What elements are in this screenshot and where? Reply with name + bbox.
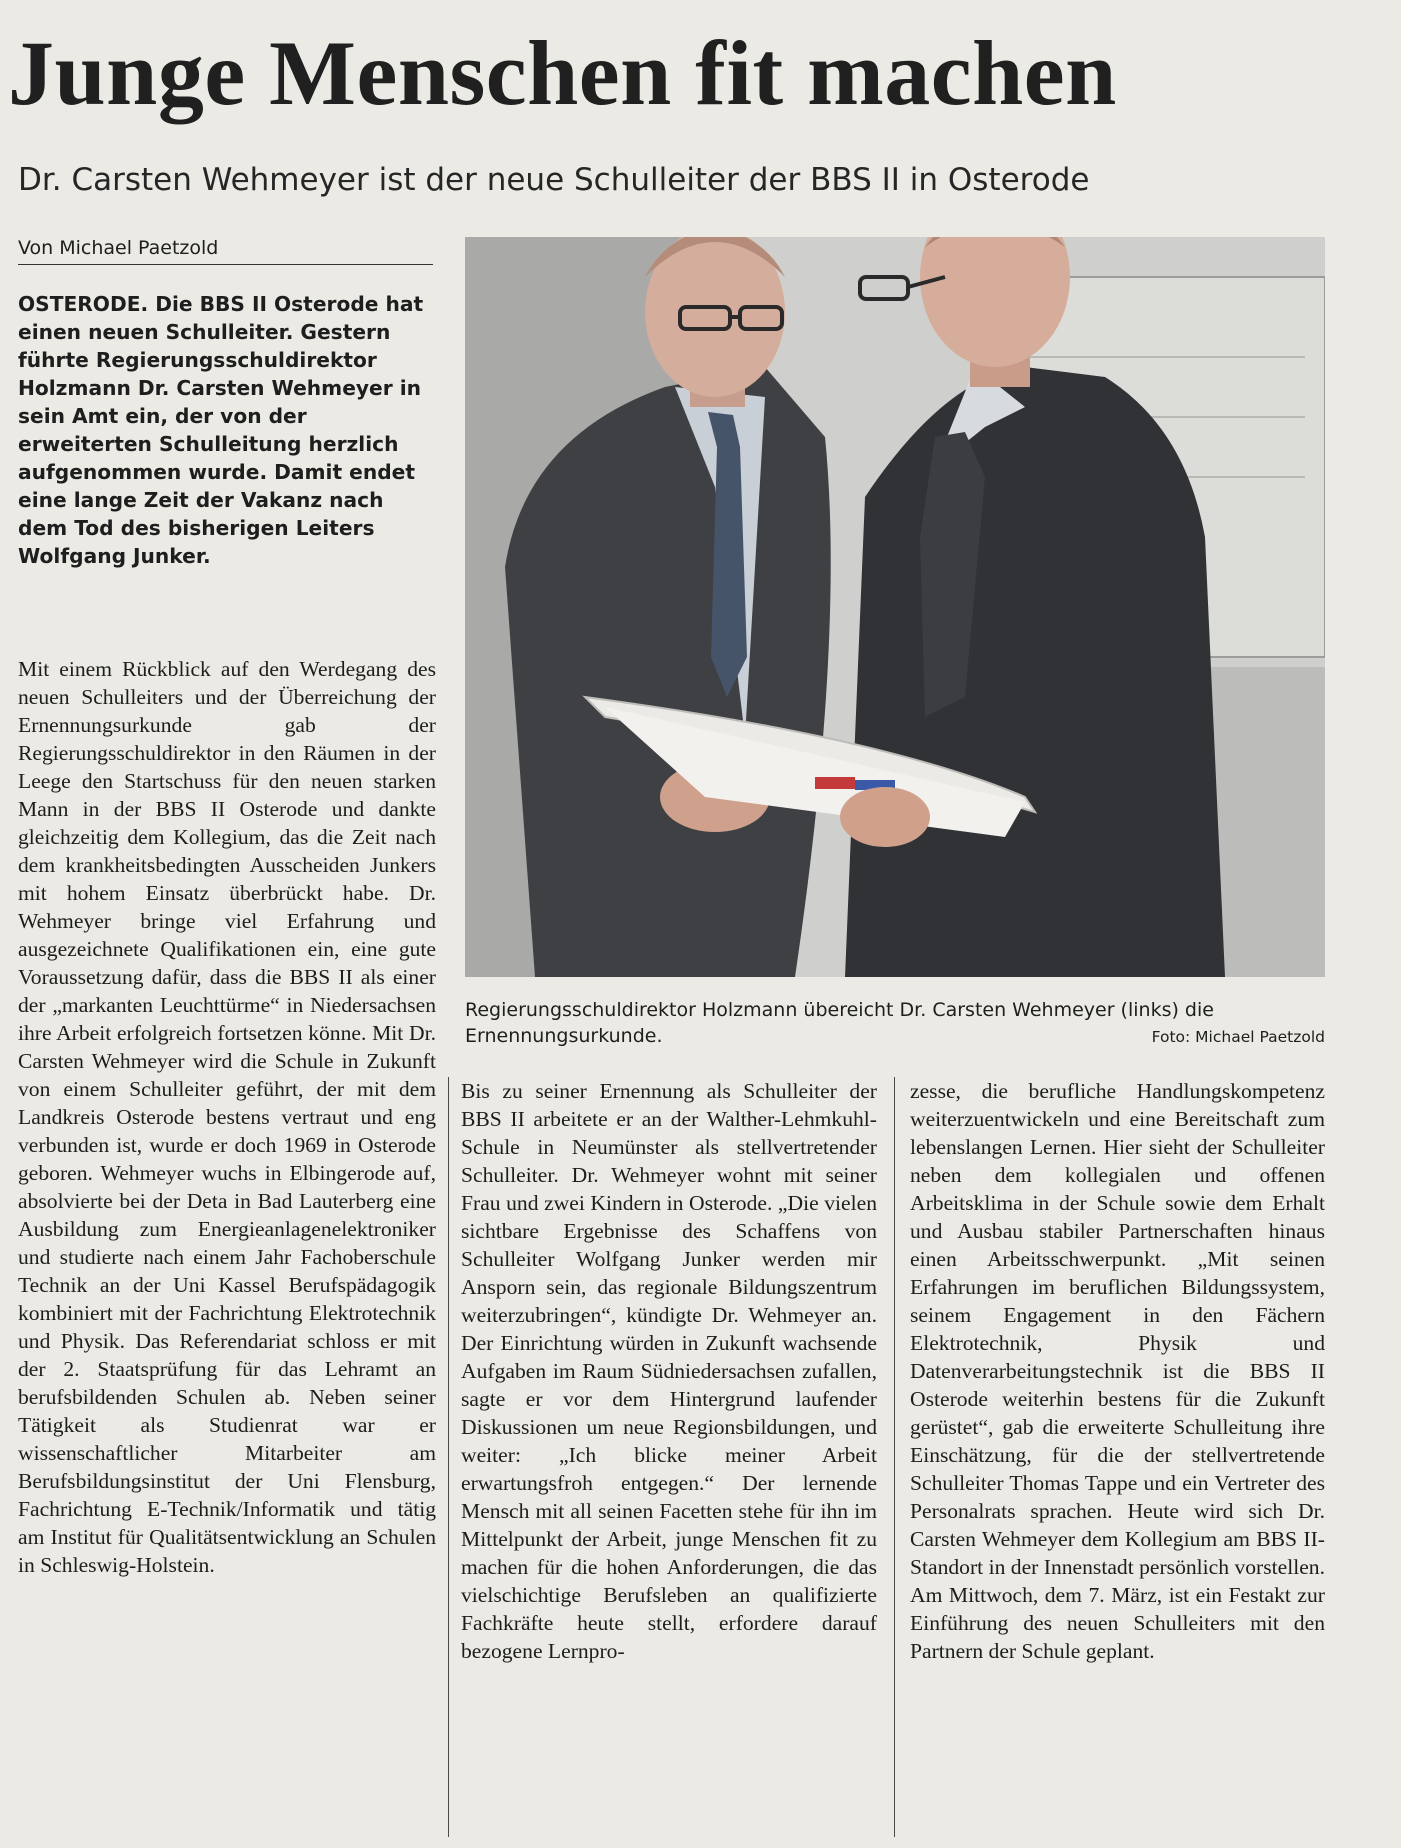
subheadline: Dr. Carsten Wehmeyer ist der neue Schulleiter der BBS II in Osterode [18, 162, 1090, 198]
photo-illustration [465, 237, 1325, 977]
handshake-photo [465, 237, 1325, 977]
body-column-3: zesse, die berufliche Handlungskompetenz weiterzuentwickeln und eine Bereitschaft zum lebenslangen Lernen. Hier sieht der Schulleiter neben dem kollegialen und offenen Arbeitsklima in der Schule sowie dem Erhalt und Ausbau stabiler Partnerschaften hinaus einen Arbeitsschwerpunkt. „Mit seinen Erfahrungen im beruflichen Bildungssystem, seinem Engagement in den Fächern Elektrotechnik, Physik und Datenverarbeitungstechnik ist die BBS II Osterode weiterhin bestens für die Zukunft gerüstet“, gab die erweiterte Schulleitung ihre Einschätzung, für die der stellvertretende Schulleiter Thomas Tappe und ein Vertreter des Personalrats sprachen. Heute wird sich Dr. Carsten Wehmeyer dem Kollegium am BBS II-Standort in der Innenstadt persönlich vorstellen. Am Mittwoch, dem 7. März, ist ein Festakt zur Einführung des neuen Schulleiters mit den Partnern der Schule geplant. [910, 1079, 1325, 1663]
column-divider-2 [894, 1077, 895, 1837]
headline: Junge Menschen fit machen [8, 22, 1117, 124]
photo-caption: Regierungsschuldirektor Holzmann übereicht Dr. Carsten Wehmeyer (links) die Ernennungsurkunde. [465, 999, 1214, 1047]
column-divider-1 [448, 1077, 449, 1837]
byline: Von Michael Paetzold [18, 235, 433, 265]
body-column-2: Bis zu seiner Ernennung als Schulleiter der BBS II arbeitete er an der Walther-Lehmkuhl-Schule in Neumünster als stellvertretender Schulleiter. Dr. Wehmeyer wohnt mit seiner Frau und zwei Kindern in Osterode. „Die vielen sichtbare Ergebnisse des Schaffens von Schulleiter Wolfgang Junker werden mir Ansporn sein, das regionale Bildungszentrum weiterzubringen“, kündigte Dr. Wehmeyer an. Der Einrichtung würden in Zukunft wachsende Aufgaben im Raum Südniedersachsen zufallen, sagte er vor dem Hintergrund laufender Diskussionen um neue Regionsbildungen, und weiter: „Ich blicke meiner Arbeit erwartungsfroh entgegen.“ Der lernende Mensch mit all seinen Facetten stehe für ihn im Mittelpunkt der Arbeit, junge Menschen fit zu machen für die hohen Anforderungen, die das vielschichtige Berufsleben an qualifizierte Fachkräfte heute stellt, erfordere darauf bezogene Lernpro- [461, 1079, 877, 1663]
lead-paragraph: OSTERODE. Die BBS II Osterode hat einen neuen Schulleiter. Gestern führte Regierungsschuldirektor Holzmann Dr. Carsten Wehmeyer in sein Amt ein, der von der erweiterten Schulleitung herzlich aufgenommen wurde. Damit endet eine lange Zeit der Vakanz nach dem Tod des bisherigen Leiters Wolfgang Junker. [18, 292, 424, 568]
photo-credit: Foto: Michael Paetzold [1151, 1028, 1325, 1046]
body-column-1: Mit einem Rückblick auf den Werdegang des neuen Schulleiters und der Überreichung der Ernennungsurkunde gab der Regierungsschuldirektor in den Räumen in der Leege den Startschuss für den neuen starken Mann in der BBS II Osterode und dankte gleichzeitig dem Kollegium, das die Zeit nach dem krankheitsbedingten Ausscheiden Junkers mit hohem Einsatz überbrückt habe. Dr. Wehmeyer bringe viel Erfahrung und ausgezeichnete Qualifikationen ein, eine gute Voraussetzung dafür, dass die BBS II als einer der „markanten Leuchttürme“ in Niedersachsen ihre Arbeit erfolgreich fortsetzen könne. Mit Dr. Carsten Wehmeyer wird die Schule in Zukunft von einem Schulleiter geführt, der mit dem Landkreis Osterode bestens vertraut und eng verbunden ist, wurde er doch 1969 in Osterode geboren. Wehmeyer wuchs in Elbingerode auf, absolvierte bei der Deta in Bad Lauterberg eine Ausbildung zum Energieanlagenelektroniker und studierte nach einem Jahr Fachoberschule Technik an der Uni Kassel Berufspädagogik kombiniert mit der Fachrichtung Elektrotechnik und Physik. Das Referendariat schloss er mit der 2. Staatsprüfung für das Lehramt an berufsbildenden Schulen ab. Neben seiner Tätigkeit als Studienrat war er wissenschaftlicher Mitarbeiter am Berufsbildungsinstitut der Uni Flensburg, Fachrichtung E-Technik/Informatik und tätig am Institut für Qualitätsentwicklung an Schulen in Schleswig-Holstein. [18, 657, 436, 1577]
